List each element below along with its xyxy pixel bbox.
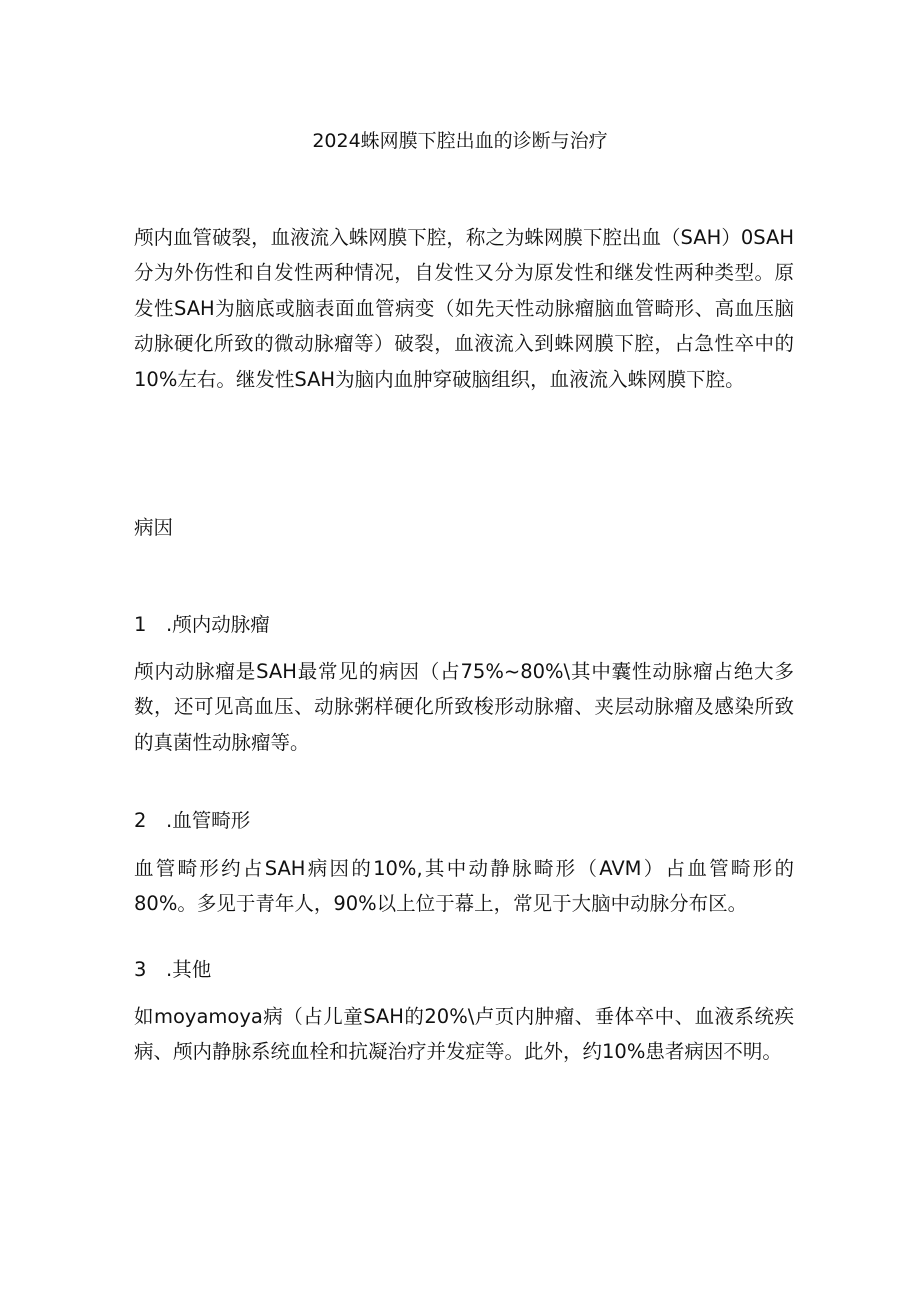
item-3-heading bbox=[134, 957, 211, 983]
item-1-title: .颅内动脉瘤 bbox=[166, 613, 270, 636]
section-heading: 病因 bbox=[134, 516, 174, 539]
item-1-body: 颅内动脉瘤是SAH最常见的病因（占75%~80%\其中囊性动脉瘤占绝大多数，还可见高血压、动脉粥样硬化所致梭形动脉瘤、夹层动脉瘤及感染所致的真菌性动脉瘤等。 bbox=[134, 660, 794, 754]
item-3-body: 如moyamoya病（占儿童SAH的20%\卢页内肿瘤、垂体卒中、血液系统疾病、颅内静脉系统血栓和抗凝治疗并发症等。此外，约10%患者病因不明。 bbox=[134, 1005, 794, 1064]
item-2-number: 2 bbox=[134, 809, 147, 832]
item-2-title: .血管畸形 bbox=[166, 809, 251, 832]
item-1-number: 1 bbox=[134, 613, 147, 636]
document-title: 2024蛛网膜下腔出血的诊断与治疗 bbox=[312, 130, 608, 152]
item-3-title: .其他 bbox=[166, 958, 212, 981]
intro-paragraph: 颅内血管破裂，血液流入蛛网膜下腔，称之为蛛网膜下腔出血（SAH）0SAH分为外伤性和自发性两种情况，自发性又分为原发性和继发性两种类型。原发性SAH为脑底或脑表面血管病变（如先天性动脉瘤脑血管畸形、高血压脑动脉硬化所致的微动脉瘤等）破裂，血液流入到蛛网膜下腔，占急性卒中的10%左右。继发性SAH为脑内血肿穿破脑组织，血液流入蛛网膜下腔。 bbox=[134, 226, 794, 391]
item-1-heading bbox=[134, 612, 270, 638]
item-3-number: 3 bbox=[134, 958, 147, 981]
item-2-heading bbox=[134, 808, 250, 834]
item-2-body: 血管畸形约占SAH病因的10%,其中动静脉畸形（AVM）占血管畸形的80%。多见于青年人，90%以上位于幕上，常见于大脑中动脉分布区。 bbox=[134, 857, 794, 916]
